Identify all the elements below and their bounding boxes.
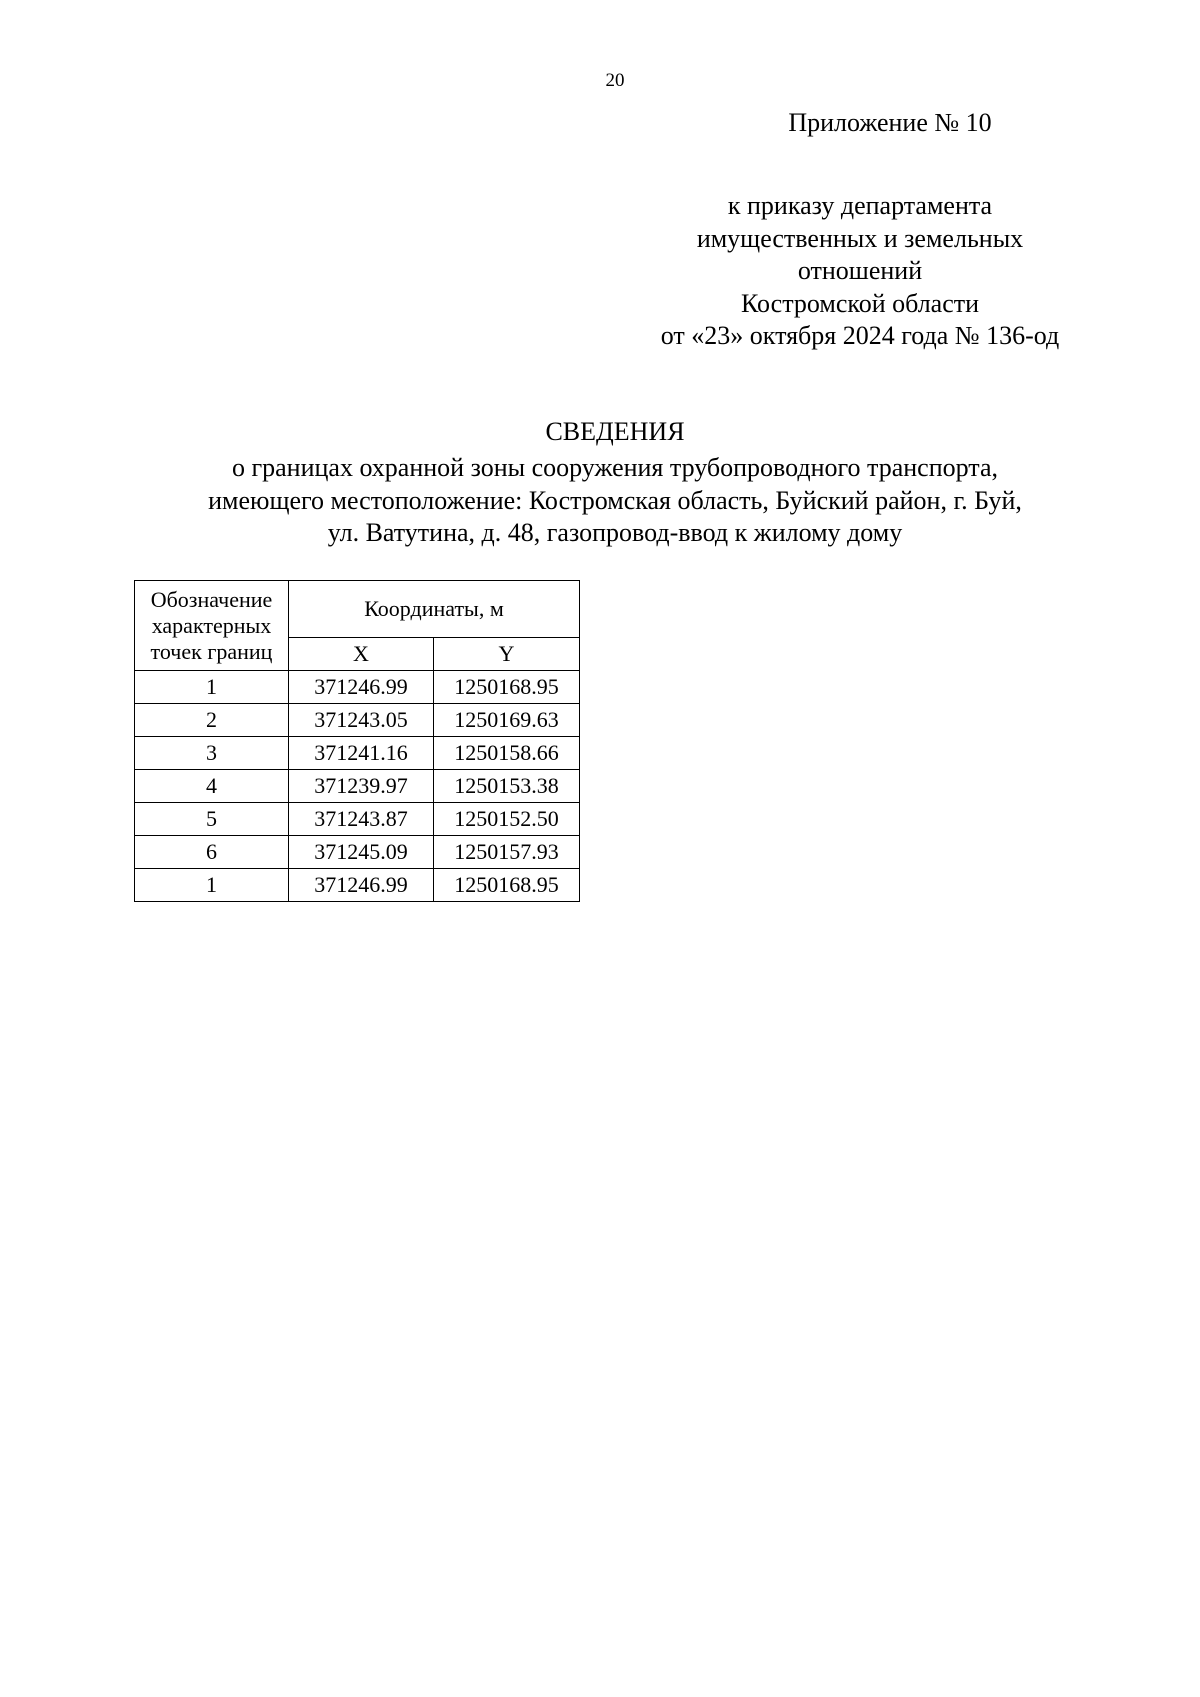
- coordinates-table: [134, 580, 580, 902]
- header-point-line: Обозначение: [150, 586, 273, 612]
- table-row: [135, 704, 580, 737]
- page-number: 20: [605, 70, 625, 91]
- header-point-designation: [135, 581, 289, 671]
- cell-y: 1250152.50: [434, 803, 580, 836]
- header-point-line: точек границ: [150, 638, 273, 664]
- cell-y: 1250158.66: [434, 737, 580, 770]
- subheading-line: имеющего местоположение: Костромская область, Буйский район, г. Буй,: [208, 485, 1022, 515]
- cell-y: 1250168.95: [434, 671, 580, 704]
- table-row: [135, 737, 580, 770]
- cell-y: 1250157.93: [434, 836, 580, 869]
- cell-x: 371243.05: [289, 704, 434, 737]
- cell-x: 371239.97: [289, 770, 434, 803]
- cell-x: 371246.99: [289, 869, 434, 902]
- cell-x: 371241.16: [289, 737, 434, 770]
- order-line: имущественных и земельных: [696, 223, 1024, 253]
- header-x: X: [289, 638, 434, 671]
- cell-point: 1: [135, 671, 289, 704]
- document-heading: СВЕДЕНИЯ: [545, 417, 685, 446]
- cell-point: 1: [135, 869, 289, 902]
- appendix-title: Приложение № 10: [788, 108, 992, 137]
- cell-y: 1250153.38: [434, 770, 580, 803]
- cell-point: 2: [135, 704, 289, 737]
- table-row: [135, 770, 580, 803]
- table-row: [135, 836, 580, 869]
- table-row: [135, 671, 580, 704]
- order-line: отношений: [797, 256, 923, 285]
- cell-y: 1250168.95: [434, 869, 580, 902]
- cell-x: 371245.09: [289, 836, 434, 869]
- order-reference: [600, 190, 1120, 353]
- table-row: [135, 869, 580, 902]
- subheading-line: о границах охранной зоны сооружения трубопроводного транспорта,: [231, 453, 999, 482]
- order-line: к приказу департамента: [727, 191, 993, 220]
- header-y: Y: [434, 638, 580, 671]
- table-row: [135, 803, 580, 836]
- cell-point: 3: [135, 737, 289, 770]
- order-line: от «23» октября 2024 года № 136-од: [660, 321, 1060, 350]
- cell-point: 4: [135, 770, 289, 803]
- header-coordinates: Координаты, м: [289, 581, 580, 638]
- header-point-line: характерных: [151, 612, 272, 638]
- cell-point: 5: [135, 803, 289, 836]
- cell-point: 6: [135, 836, 289, 869]
- cell-y: 1250169.63: [434, 704, 580, 737]
- document-subheading: [0, 452, 1200, 550]
- cell-x: 371246.99: [289, 671, 434, 704]
- subheading-line: ул. Ватутина, д. 48, газопровод-ввод к жилому дому: [327, 518, 903, 547]
- order-line: Костромской области: [740, 288, 980, 318]
- cell-x: 371243.87: [289, 803, 434, 836]
